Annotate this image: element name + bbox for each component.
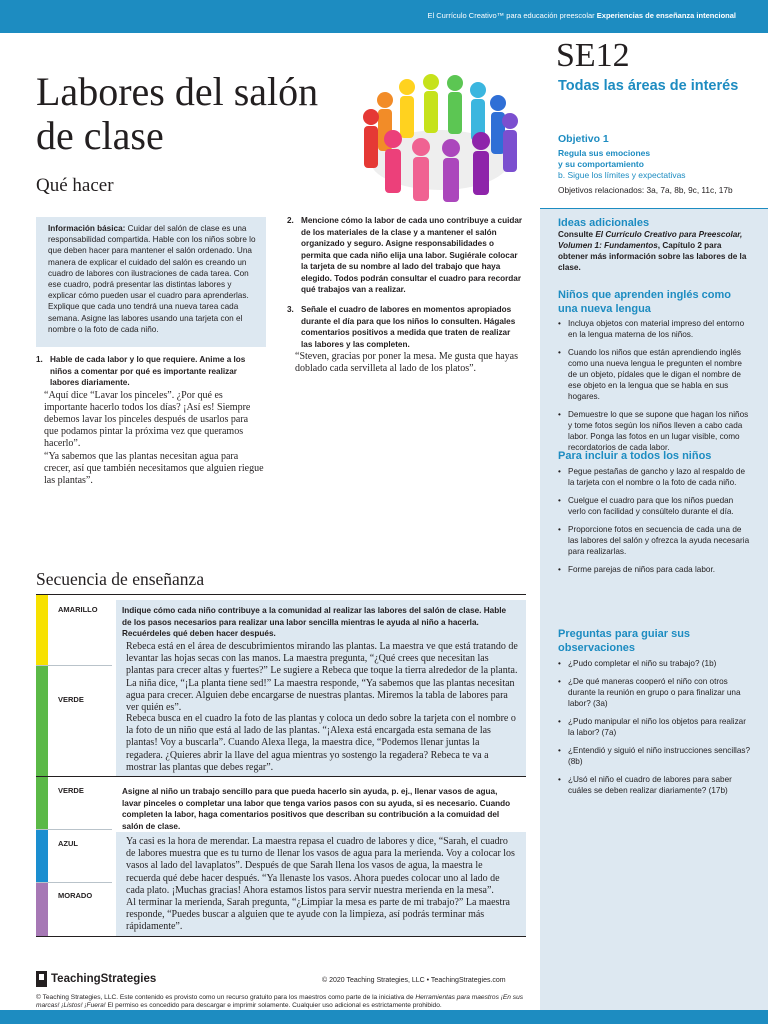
info-label: Información básica: [48,224,126,233]
sequence-story-1b: Rebeca busca en el cuadro la foto de las plantas y coloca un dedo sobre la tarjeta con el nombre o la foto de un niño que está al lado de las plantas. “¡Alexa está encargada esta semana de las plantas! Voy a buscarla”. Cuando Alexa llega, la maestra dice, “Podemos llenar juntas la regadera. ¿Quieres abrir la llave del agua mientras yo sostengo la regadera? Rebeca te va a mostrar las plantas que debes regar”. [126,713,516,773]
list-item: • Incluya objetos con material impreso del entorno en la lengua materna de los niños. [556,318,751,340]
blue-level-bar [36,829,48,882]
series-header-left: El Currículo Creativo™ para educación preescolar [427,11,595,20]
footer-note [36,994,536,1011]
objective-title: Objetivo 1 [558,133,609,145]
questions-title: Preguntas para guiar sus observaciones [558,628,691,654]
sequence-story-2b: Al terminar la merienda, Sarah pregunta, “¿Limpiar la mesa es parte de mi trabajo?” La maestra responde, “Puedes buscar a alguien que te ayude con la limpieza, así podrás terminar más rápidamente”. [126,897,510,933]
sequence-instruction-1: Indique cómo cada niño contribuye a la comunidad al realizar las labores del salón de clase. Hable de los pasos necesarios para realizar una labor sencilla mientras le ayuda al niño a hacerla. Recuérdeles qué deben hacer después. [122,606,507,638]
series-header-right: Experiencias de enseñanza intencional [596,11,736,20]
objective-line-2: y su comportamiento [558,159,644,169]
sequence-title: Secuencia de enseñanza [36,569,205,589]
ideas-text-1: Consulte [558,230,596,239]
list-item: • ¿Entendió y siguió el niño instrucciones sencillas? (8b) [556,745,751,767]
ideas-text [558,229,753,273]
step-text: Señale el cuadro de labores en momentos apropiados durante el día para que los niños lo consulten. Hágales comentarios positivos a medida que traten de realizar las labores y las completen. [301,305,516,349]
experience-code: SE12 [556,37,630,74]
list-item: • Cuando los niños que están aprendiendo inglés como una nueva lengua le pregunten el nombre de un objeto, pídales que le digan el nombre de ese objeto en la lengua que se habla en sus hogares. [556,347,751,402]
purple-level-bar [36,882,48,936]
logo-icon [36,971,47,987]
ell-list [556,318,751,460]
page-title: Labores del salón de clase [36,69,319,158]
list-item: • ¿Pudo completar el niño su trabajo? (1b) [556,658,751,669]
related-objectives: Objetivos relacionados: 3a, 7a, 8b, 9c, 11c, 17b [558,185,733,195]
list-item: • Proporcione fotos en secuencia de cada una de las labores del salón y ofrezca la ayuda necesaria para realizarlas. [556,524,751,557]
top-banner [0,0,768,33]
level-divider [36,829,112,830]
footer-note-1: © Teaching Strategies, LLC. Este contenido es provisto como un recurso gratuito para los maestros como parte de la iniciativa de [36,994,416,1001]
teaching-strategies-logo [36,971,156,987]
series-header [428,11,736,20]
sequence-middle-rule [36,776,526,777]
yellow-level-bar [36,595,48,665]
level-yellow: AMARILLO [58,605,98,614]
sequence-story-2: Ya casi es la hora de merendar. La maestra repasa el cuadro de labores y dice, “Sarah, el cuadro de labores muestra que es tu turno de llenar los vasos de agua para la merienda. Voy a colocar los vasos al lado del lavaplatos”. Después de que Sarah llena los vasos de agua, la maestra le recuerda qué debe hacer después. “Ya llenaste los vasos. Ahora puedes colocar uno al lado de cada plato. ¡Muchas gracias! Ahora estamos listos para servir nuestra merienda en la mesa”. [126,836,515,896]
footer-note-italic: Herramientas para maestros ¡En sus marcas! ¡Listos! ¡Fuera! [36,994,524,1010]
list-item: • Cuelgue el cuadro para que los niños puedan verlo con facilidad y consúltelo durante el día. [556,495,751,517]
logo-text: TeachingStrategies [51,973,157,985]
footer-copyright: © 2020 Teaching Strategies, LLC • TeachingStrategies.com [322,977,506,984]
level-purple: MORADO [58,891,93,900]
list-item: • ¿De qué maneras cooperó el niño con otros durante la reunión en grupo o para finalizar una labor? (3a) [556,676,751,709]
step-number: 1. [36,355,43,364]
sequence-bottom-rule [36,936,526,937]
info-text: Cuidar del salón de clase es una responsabilidad compartida. Hable con los niños sobre lo que deben hacer para mantener el salón ordenado. Una manera de explicar el cuidado del salón es creando un cuadro de labores con ilustraciones de cada tarea. Con ese cuadro, podrá presentar las distintas labores y explicar cómo pueden usar el cuadro para aprenderlas. Explique que cada uno tendrá una nueva tarea cada semana. Asigne las labores usando una tarjeta con el nombre o la foto de cada niño. [48,224,256,334]
include-list [556,466,751,582]
ideas-text-2: , Capítulo 2 para obtener más información sobre las labores de la clase. [558,241,747,272]
list-item: • ¿Usó el niño el cuadro de labores para saber cuáles se deben realizar diariamente? (17b) [556,774,751,796]
step-2 [287,215,523,296]
quote-steven: “Steven, gracias por poner la mesa. Me gusta que hayas doblado cada servilleta al lado de los platos”. [295,351,518,374]
sequence-story-1: Rebeca está en el área de descubrimientos mirando las plantas. La maestra ve que está tratando de levantar las hojas secas con las manos. La maestra pregunta, “¿Qué crees que necesitan las plantas para crecer altas y fuertes?” Le sugiere a Rebeca que toque la tierra alrededor de la planta. La niña dice, “¡La planta tiene sed!” La maestra responde, “Ya sabemos que las plantas necesitan agua para crecer. Alguien debe encargarse de nuestras plantas. Miremos la tabla de labores para ver quién es”. [126,641,518,714]
paper-doll-chain-icon [345,55,535,210]
quote-plants: “Ya sabemos que las plantas necesitan agua para crecer, así que también necesitamos que alguien riegue las plantas”. [44,451,264,486]
level-divider [36,665,112,666]
level-green-2: VERDE [58,786,84,795]
list-item: • ¿Pudo manipular el niño los objetos para realizar la labor? (7a) [556,716,751,738]
ideas-title: Ideas adicionales [558,217,650,229]
step-number: 3. [287,305,294,314]
footer-note-2: El permiso es concedido para descargar e imprimir solamente. Cualquier uso adicional es estrictamente prohibido. [105,1002,442,1010]
interest-area: Todas las áreas de interés [558,78,739,94]
step-1 [36,354,260,389]
list-item: • Demuestre lo que se supone que hagan los niños y tome fotos según los niños lleven a cabo cada labor. Ponga las fotos en un lugar visible, como recordatorios de cada labor. [556,409,751,453]
include-title: Para incluir a todos los niños [558,450,712,462]
questions-list [556,658,751,803]
section-heading-what-to-do: Qué hacer [36,175,114,196]
bottom-banner [0,1010,768,1024]
ell-title: Niños que aprenden inglés como una nueva lengua [558,289,731,315]
quote-brushes: “Aquí dice “Lavar los pinceles”. ¿Por qué es importante hacerlo todos los días? ¡Así es! Siempre debemos lavar los pinceles después de usarlos para que podamos pintar la próxima vez que queramos hacerlo”. [44,390,251,449]
list-item: • Pegue pestañas de gancho y lazo al respaldo de la tarjeta con el nombre o la foto de cada niño. [556,466,751,488]
list-item: • Forme parejas de niños para cada labor. [556,564,751,575]
green-level-bar [36,665,48,776]
objective-line-1: Regula sus emociones [558,148,651,158]
level-blue: AZUL [58,839,78,848]
step-3 [287,304,523,350]
sequence-top-rule [36,594,526,595]
ideas-text-book: El Currículo Creativo para Preescolar, Volumen 1: Fundamentos [558,230,743,250]
sidebar-divider [540,208,768,209]
step-text: Mencione cómo la labor de cada uno contribuye a cuidar de los materiales de la clase y a mantener el salón organizado y seguro. Asigne responsabilidades o permita que cada niño elija una labor. Sugiérale colocar la tarjeta de su nombre al lado del trabajo que haya elegido. Todos podrán consultar el cuadro para recordar qué trabajos van a realizar. [301,216,523,294]
step-text: Hable de cada labor y lo que requiere. Anime a los niños a comentar por qué es importante realizar labores diariamente. [50,355,246,387]
sequence-instruction-2: Asigne al niño un trabajo sencillo para que pueda hacerlo sin ayuda, p. ej., llenar vasos de agua, lavar pinceles o completar una labor que tenga varios pasos con su ayuda, si es necesario. Cuando completen la labor, haga comentarios positivos que describan su contribución a la comuidad del salón de clase. [122,787,511,831]
step-number: 2. [287,216,294,225]
level-green: VERDE [58,695,84,704]
objective-line-3: b. Sigue los límites y expectativas [558,170,686,180]
level-divider [36,882,112,883]
green-level-bar-2 [36,777,48,829]
background-info-box [36,217,266,347]
